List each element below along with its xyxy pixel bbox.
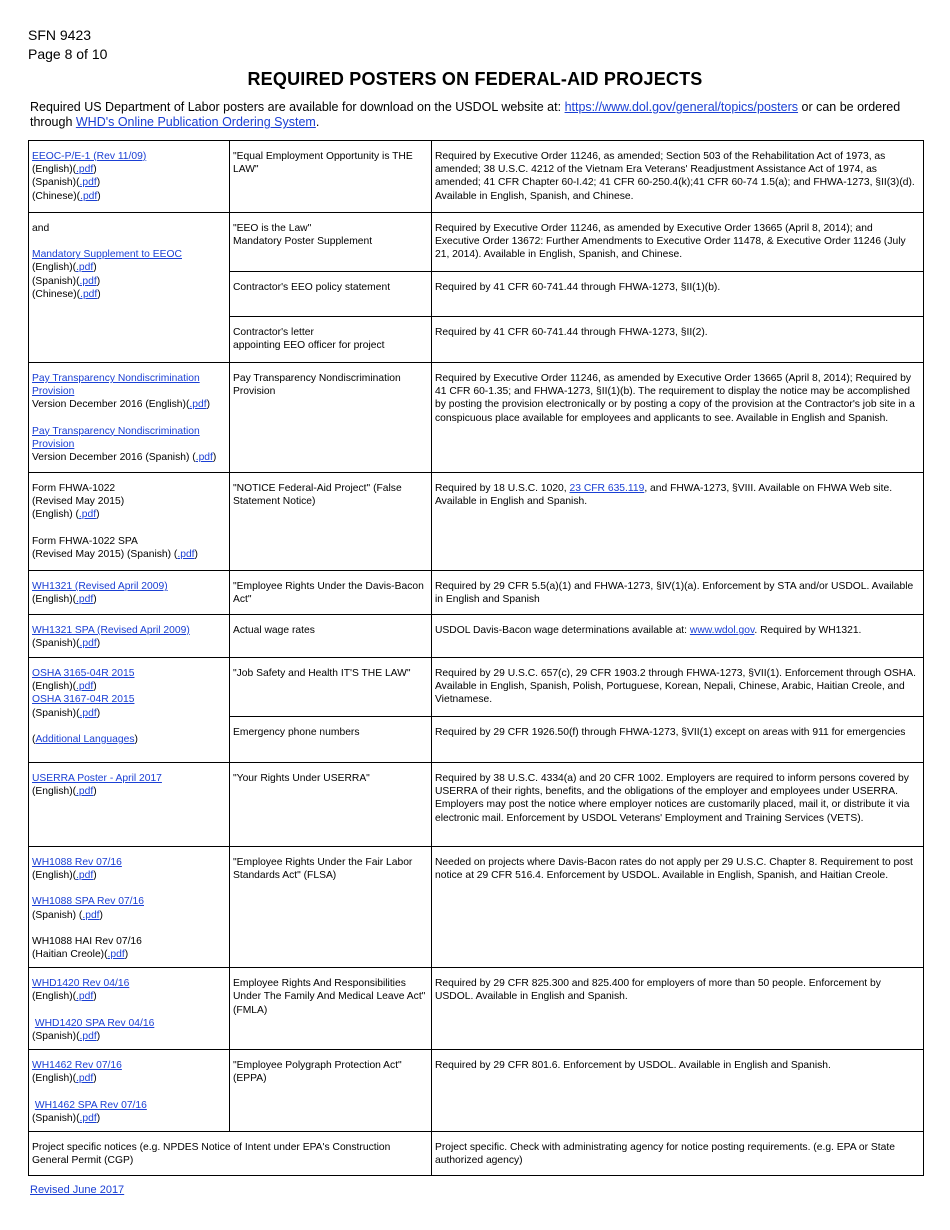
pdf-link[interactable]: .pdf	[76, 786, 94, 798]
requirement-cell: Required by 29 CFR 1926.50(f) through FHWA-1273, §VII(1) except on areas with 911 for emergencies	[432, 717, 924, 763]
page-number: Page 8 of 10	[28, 46, 108, 62]
page-title: REQUIRED POSTERS ON FEDERAL-AID PROJECTS	[247, 69, 703, 89]
poster-source-cell: WH1321 SPA (Revised April 2009) (Spanish)(.pdf)	[29, 615, 230, 658]
table-row	[29, 473, 924, 571]
wh1088-spa-link[interactable]: WH1088 SPA Rev 07/16	[32, 896, 144, 908]
poster-title-cell: "Employee Polygraph Protection Act" (EPPA)	[230, 1050, 432, 1132]
poster-source-cell: Form FHWA-1022 (Revised May 2015) (English) (.pdf) Form FHWA-1022 SPA (Revised May 2015) (Spanish) (.pdf)	[29, 473, 230, 571]
revised-date-link[interactable]: Revised June 2017	[30, 1184, 125, 1196]
poster-title-cell: "Employee Rights Under the Fair Labor Standards Act" (FLSA)	[230, 847, 432, 968]
project-notice-cell: Project specific notices (e.g. NPDES Notice of Intent under EPA's Construction General Permit (CGP)	[29, 1132, 432, 1176]
table-row	[29, 363, 924, 473]
requirement-cell: Required by Executive Order 11246, as amended; Section 503 of the Rehabilitation Act of 1973, as amended; 38 U.S.C. 4212 of the Vietnam Era Veterans' Readjustment Assistance Act of 1974, as amended; 41 CFR Chapter 60-I.42; 41 CFR 60-250.4(k);41 CFR 60-74 1.5(a); and FHWA-1273, §II(3)(d). Available in English, Spanish, and Chinese.	[432, 141, 924, 213]
requirement-cell: Needed on projects where Davis-Bacon rates do not apply per 29 U.S.C. Chapter 8. Requirement to post notice at 29 CFR 516.4. Enforcement by USDOL. Available in English, Spanish, and Haitian Creole.	[432, 847, 924, 968]
pdf-link[interactable]: .pdf	[80, 288, 98, 300]
posters-table	[28, 140, 924, 1176]
requirement-cell: Required by 29 U.S.C. 657(c), 29 CFR 1903.2 through FHWA-1273, §VII(1). Enforcement through OSHA. Available in English, Spanish, Polish, Portuguese, Korean, Nepali, Chinese, Arabic, Haitian Creole, and Vietnamese.	[432, 658, 924, 717]
pdf-link[interactable]: .pdf	[76, 1073, 94, 1085]
poster-source-cell: EEOC-P/E-1 (Rev 11/09) (English)(.pdf) (Spanish)(.pdf) (Chinese)(.pdf)	[29, 141, 230, 213]
table-row	[29, 1050, 924, 1132]
pdf-link[interactable]: .pdf	[76, 594, 94, 606]
additional-languages-link[interactable]: Additional Languages	[35, 733, 135, 745]
whd-ordering-link[interactable]: WHD's Online Publication Ordering System	[75, 115, 316, 129]
osha-3167-link[interactable]: OSHA 3167-04R 2015	[32, 694, 135, 706]
pdf-link[interactable]: .pdf	[189, 399, 207, 411]
poster-title-cell: "NOTICE Federal-Aid Project" (False Statement Notice)	[230, 473, 432, 571]
requirement-cell: Required by Executive Order 11246, as amended by Executive Order 13665 (April 8, 2014); Required by 41 CFR 60-1.35; and FHWA-1273, §II(1)(b). The requirement to display the notice may be accomplished by posting the provision electronically or by posting a copy of the provision at the Contractor's job site in a conspicuous place available for employees and applicants to see. Available in English and Spanish.	[432, 363, 924, 473]
poster-source-cell: and Mandatory Supplement to EEOC (English)(.pdf) (Spanish)(.pdf) (Chinese)(.pdf)	[29, 213, 230, 363]
poster-source-cell: Pay Transparency Nondiscrimination Provision Version December 2016 (English)(.pdf) Pay Transparency Nondiscrimination Provision Version December 2016 (Spanish) (.pdf)	[29, 363, 230, 473]
osha-3165-link[interactable]: OSHA 3165-04R 2015	[32, 668, 135, 679]
poster-title-cell: "EEO is the Law" Mandatory Poster Supplement	[230, 213, 432, 272]
pdf-link[interactable]: .pdf	[79, 1030, 97, 1042]
table-row	[29, 1132, 924, 1176]
poster-title-cell: Actual wage rates	[230, 615, 432, 658]
table-row	[29, 141, 924, 213]
pdf-link[interactable]: .pdf	[79, 1112, 97, 1124]
table-row	[29, 763, 924, 847]
requirement-cell: Required by 41 CFR 60-741.44 through FHWA-1273, §II(2).	[432, 317, 924, 363]
pdf-link[interactable]: .pdf	[76, 870, 94, 882]
whd1420-link[interactable]: WHD1420 Rev 04/16	[32, 978, 130, 990]
requirement-cell: Required by 18 U.S.C. 1020, 23 CFR 635.119, and FHWA-1273, §VIII. Available on FHWA Web site. Available in English and Spanish.	[432, 473, 924, 571]
poster-title-cell: "Equal Employment Opportunity is THE LAW"	[230, 141, 432, 213]
wh1462-link[interactable]: WH1462 Rev 07/16	[32, 1060, 122, 1072]
requirement-cell: Required by 29 CFR 825.300 and 825.400 for employers of more than 50 people. Enforcement by USDOL. Available in English and Spanish.	[432, 968, 924, 1050]
poster-title-cell: Contractor's EEO policy statement	[230, 272, 432, 317]
poster-title-cell: "Employee Rights Under the Davis-Bacon Act"	[230, 571, 432, 615]
poster-source-cell: WH1088 Rev 07/16 (English)(.pdf) WH1088 SPA Rev 07/16 (Spanish) (.pdf) WH1088 HAI Rev 07/16 (Haitian Creole)(.pdf)	[29, 847, 230, 968]
poster-source-cell: WHD1420 Rev 04/16 (English)(.pdf) WHD1420 SPA Rev 04/16 (Spanish)(.pdf)	[29, 968, 230, 1050]
requirement-cell: Required by Executive Order 11246, as amended by Executive Order 13665 (April 8, 2014); and Executive Order 13672: Further Amendments to Executive Order 11478, & Executive Order 11246 (July 21, 2014). Available in English, Spanish, and Chinese.	[432, 213, 924, 272]
eeoc-supplement-link[interactable]: Mandatory Supplement to EEOC	[32, 249, 182, 261]
eeoc-poster-link[interactable]: EEOC-P/E-1 (Rev 11/09)	[32, 151, 147, 162]
wh1321-spa-link[interactable]: WH1321 SPA (Revised April 2009)	[32, 625, 190, 636]
poster-source-cell: OSHA 3165-04R 2015 (English)(.pdf) OSHA 3167-04R 2015 (Spanish)(.pdf) (Additional Languages)	[29, 658, 230, 763]
poster-title-cell: Pay Transparency Nondiscrimination Provision	[230, 363, 432, 473]
requirement-cell: USDOL Davis-Bacon wage determinations available at: www.wdol.gov. Required by WH1321.	[432, 615, 924, 658]
table-row	[29, 658, 924, 717]
requirement-cell: Required by 41 CFR 60-741.44 through FHWA-1273, §II(1)(b).	[432, 272, 924, 317]
pdf-link[interactable]: .pdf	[76, 991, 94, 1003]
form-id: SFN 9423	[28, 27, 92, 43]
poster-title-cell: Contractor's letter appointing EEO officer for project	[230, 317, 432, 363]
dol-posters-link[interactable]: https://www.dol.gov/general/topics/posters	[564, 100, 799, 114]
pdf-link[interactable]: .pdf	[195, 452, 213, 464]
pdf-link[interactable]: .pdf	[79, 275, 97, 287]
pdf-link[interactable]: .pdf	[177, 548, 195, 560]
pdf-link[interactable]: .pdf	[80, 190, 98, 202]
poster-title-cell: "Your Rights Under USERRA"	[230, 763, 432, 847]
whd1420-spa-link[interactable]: WHD1420 SPA Rev 04/16	[34, 1017, 155, 1029]
footer	[30, 1184, 124, 1196]
poster-title-cell: "Job Safety and Health IT'S THE LAW"	[230, 658, 432, 717]
userra-poster-link[interactable]: USERRA Poster - April 2017	[32, 773, 162, 784]
pdf-link[interactable]: .pdf	[76, 681, 94, 693]
pdf-link[interactable]: .pdf	[79, 638, 97, 650]
intro-text: Required US Department of Labor posters are available for download on the USDOL website at: https://www.dol.gov/general/topics/posters or can be ordered through WHD's Online Publication Ordering System.	[30, 100, 901, 129]
wh1321-link[interactable]: WH1321 (Revised April 2009)	[32, 581, 168, 592]
wdol-link[interactable]: www.wdol.gov	[689, 625, 755, 636]
requirement-cell: Required by 29 CFR 801.6. Enforcement by USDOL. Available in English and Spanish.	[432, 1050, 924, 1132]
pdf-link[interactable]: .pdf	[76, 262, 94, 274]
table-row	[29, 571, 924, 615]
poster-title-cell: Emergency phone numbers	[230, 717, 432, 763]
requirement-cell: Required by 38 U.S.C. 4334(a) and 20 CFR 1002. Employers are required to inform persons covered by USERRA of their rights, benefits, and the obligations of the employer and employees under USERRA. Employers may post the notice where employer notices are customarily placed, mail it, or distribute it via electronic mail. Enforcement by USDOL Veterans' Employment and Training Services (VETS).	[432, 763, 924, 847]
pdf-link[interactable]: .pdf	[107, 949, 125, 961]
wh1462-spa-link[interactable]: WH1462 SPA Rev 07/16	[34, 1099, 147, 1111]
pay-transparency-link-english[interactable]: Pay Transparency Nondiscrimination Provision	[32, 373, 200, 398]
cfr-635-link[interactable]: 23 CFR 635.119	[569, 483, 645, 494]
table-row	[29, 615, 924, 658]
pdf-link[interactable]: .pdf	[82, 909, 100, 921]
pdf-link[interactable]: .pdf	[76, 164, 94, 176]
wh1088-link[interactable]: WH1088 Rev 07/16	[32, 857, 122, 868]
poster-source-cell: USERRA Poster - April 2017 (English)(.pdf)	[29, 763, 230, 847]
poster-source-cell: WH1321 (Revised April 2009) (English)(.pdf)	[29, 571, 230, 615]
poster-title-cell: Employee Rights And Responsibilities Under The Family And Medical Leave Act" (FMLA)	[230, 968, 432, 1050]
requirement-cell: Project specific. Check with administrating agency for notice posting requirements. (e.g. EPA or State authorized agency)	[432, 1132, 924, 1176]
requirement-cell: Required by 29 CFR 5.5(a)(1) and FHWA-1273, §IV(1)(a). Enforcement by STA and/or USDOL. Available in English and Spanish	[432, 571, 924, 615]
pdf-link[interactable]: .pdf	[79, 177, 97, 189]
page-header	[28, 26, 107, 64]
pdf-link[interactable]: .pdf	[78, 509, 97, 521]
pdf-link[interactable]: .pdf	[79, 707, 97, 719]
pay-transparency-link-spanish[interactable]: Pay Transparency Nondiscrimination Provision	[32, 425, 200, 450]
table-row	[29, 968, 924, 1050]
table-row	[29, 847, 924, 968]
poster-source-cell: WH1462 Rev 07/16 (English)(.pdf) WH1462 SPA Rev 07/16 (Spanish)(.pdf)	[29, 1050, 230, 1132]
table-row	[29, 213, 924, 272]
